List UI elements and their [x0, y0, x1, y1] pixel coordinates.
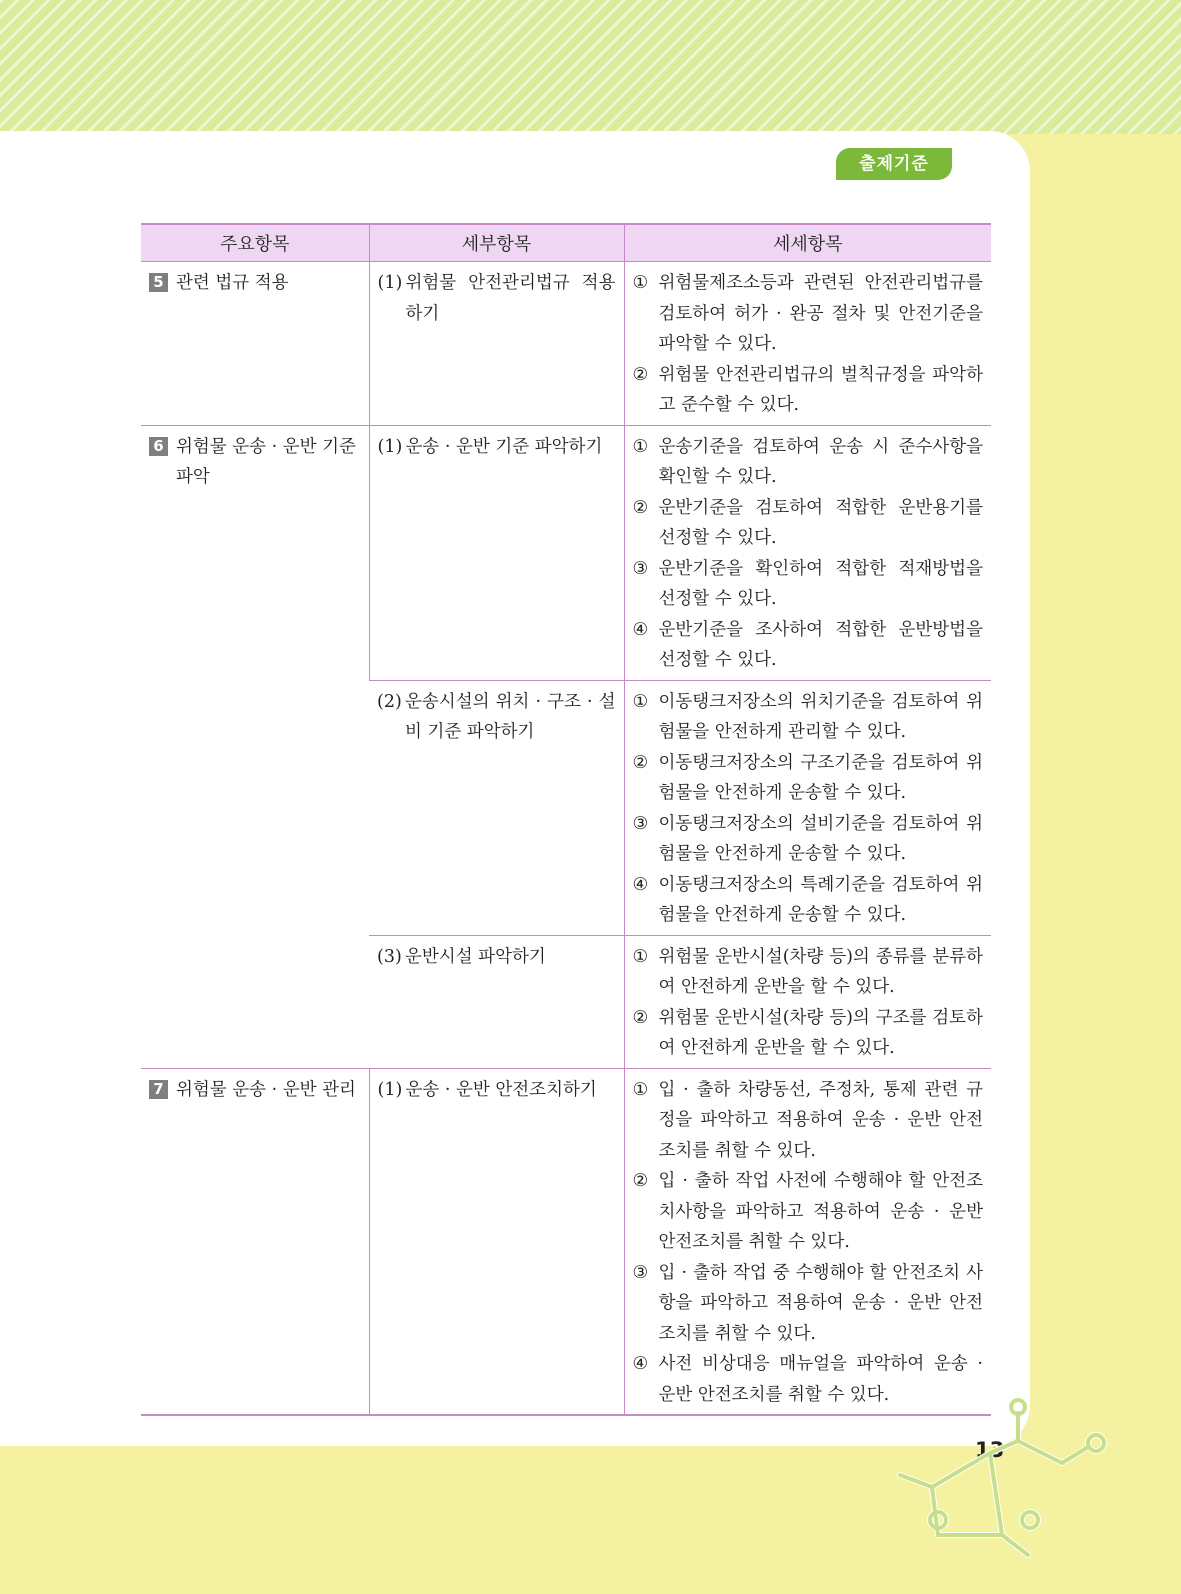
detail-item [633, 748, 984, 809]
detail-item-text: 이동탱크저장소의 설비기준을 검토하여 위험물을 안전하게 운송할 수 있다. [658, 813, 983, 864]
main-item-title: 관련 법규 적용 [176, 273, 289, 293]
main-item-title: 위험물 운송 · 운반 관리 [176, 1079, 356, 1100]
detail-item-mark: ③ [632, 813, 649, 834]
detail-item-mark: ② [632, 752, 649, 773]
detail-item [633, 1166, 984, 1258]
detail-item-text: 입 · 출하 차량동선, 주정차, 통제 관련 규정을 파악하고 적용하여 운송 · 운반 안전조치를 취할 수 있다. [658, 1079, 983, 1161]
sub-item-cell [369, 935, 624, 1068]
detail-item-mark: ② [632, 497, 649, 518]
main-item-number-badge: 5 [149, 273, 168, 292]
detail-item-text: 입 · 출하 작업 사전에 수행해야 할 안전조치사항을 파악하고 적용하여 운송 · 운반 안전조치를 취할 수 있다. [658, 1171, 983, 1252]
sub-item [378, 1075, 616, 1106]
detail-item-mark: ④ [632, 1354, 649, 1374]
detail-item-mark: ④ [632, 874, 649, 895]
main-item-cell [141, 1068, 369, 1415]
detail-item-mark: ② [632, 1007, 649, 1028]
detail-item [633, 432, 984, 493]
sub-item-mark: (1) [377, 273, 403, 293]
sub-item-text: 위험물 안전관리법규 적용하기 [405, 273, 616, 324]
sub-item-text: 운반시설 파악하기 [405, 946, 546, 967]
table-row [141, 425, 991, 680]
detail-item-text: 이동탱크저장소의 특례기준을 검토하여 위험물을 안전하게 운송할 수 있다. [658, 874, 983, 925]
exam-criteria-tab: 출제기준 [836, 148, 952, 180]
detail-item-text: 위험물제조소등과 관련된 안전관리법규를 검토하여 허가 · 완공 절차 및 안전기준을 파악할 수 있다. [658, 273, 983, 354]
sub-item-mark: (3) [377, 946, 402, 967]
criteria-table [141, 223, 991, 1416]
detail-item-mark: ① [632, 946, 649, 967]
detail-item-cell [624, 262, 991, 426]
detail-item-text: 위험물 운반시설(차량 등)의 구조를 검토하여 안전하게 운반을 할 수 있다. [658, 1007, 983, 1058]
detail-item [633, 687, 984, 748]
detail-item [633, 493, 984, 554]
sub-item [378, 268, 616, 329]
detail-item-cell [624, 1068, 991, 1415]
detail-item [633, 809, 984, 870]
detail-item-text: 이동탱크저장소의 구조기준을 검토하여 위험물을 안전하게 운송할 수 있다. [658, 752, 983, 803]
main-item [149, 268, 361, 299]
sub-item-cell [369, 680, 624, 935]
header-detail-item: 세세항목 [624, 224, 991, 262]
detail-item-mark: ③ [632, 558, 649, 579]
detail-item-mark: ② [632, 364, 649, 385]
sub-item-mark: (1) [377, 1079, 403, 1100]
header-row [141, 224, 991, 262]
sub-item [378, 432, 616, 463]
header-main-item: 주요항목 [141, 224, 369, 262]
sub-item [377, 942, 616, 973]
detail-item-mark: ① [632, 691, 649, 712]
sub-item-mark: (2) [377, 691, 402, 712]
detail-item-mark: ② [632, 1171, 649, 1191]
sub-item-text: 운송 · 운반 안전조치하기 [405, 1079, 597, 1100]
sub-item-text: 운송 · 운반 기준 파악하기 [405, 436, 603, 457]
detail-item-mark: ① [632, 1079, 649, 1100]
detail-item [633, 870, 984, 931]
main-item-number-badge: 7 [149, 1080, 168, 1099]
page-number: 13 [975, 1438, 1005, 1462]
table-row [141, 262, 991, 426]
detail-item [633, 615, 984, 676]
detail-item [633, 268, 984, 360]
detail-item-text: 입 · 출하 작업 중 수행해야 할 안전조치 사항을 파악하고 적용하여 운송 · 운반 안전조치를 취할 수 있다. [658, 1262, 983, 1344]
main-item [149, 432, 361, 493]
detail-item-text: 이동탱크저장소의 위치기준을 검토하여 위험물을 안전하게 관리할 수 있다. [658, 691, 983, 742]
molecule-decoration-icon [880, 1395, 1120, 1575]
detail-item-cell [624, 425, 991, 680]
detail-item-text: 위험물 운반시설(차량 등)의 종류를 분류하여 안전하게 운반을 할 수 있다. [658, 946, 983, 997]
detail-item [633, 554, 984, 615]
sub-item-cell [369, 425, 624, 680]
detail-item-cell [624, 935, 991, 1068]
main-item-number-badge: 6 [149, 437, 168, 456]
detail-item-mark: ④ [632, 619, 649, 640]
main-item-cell [141, 425, 369, 1068]
detail-item-mark: ① [632, 273, 649, 293]
detail-item [633, 360, 984, 421]
detail-item [633, 942, 984, 1003]
main-item-title: 위험물 운송 · 운반 기준 파악 [176, 436, 356, 487]
detail-item-cell [624, 680, 991, 935]
detail-item-mark: ③ [632, 1262, 649, 1283]
detail-item-text: 운반기준을 확인하여 적합한 적재방법을 선정할 수 있다. [658, 558, 983, 609]
striped-header-band [0, 0, 1181, 134]
detail-item [633, 1003, 984, 1064]
detail-item-text: 운반기준을 조사하여 적합한 운반방법을 선정할 수 있다. [658, 619, 983, 670]
header-sub-item: 세부항목 [369, 224, 624, 262]
sub-item [377, 687, 616, 748]
table-row [141, 1068, 991, 1415]
main-item [149, 1075, 361, 1106]
sub-item-text: 운송시설의 위치 · 구조 · 설비 기준 파악하기 [405, 691, 616, 742]
sub-item-cell [369, 262, 624, 426]
detail-item-text: 위험물 안전관리법규의 벌칙규정을 파악하고 준수할 수 있다. [658, 364, 983, 415]
detail-item [633, 1258, 984, 1350]
detail-item-mark: ① [632, 436, 649, 457]
detail-item [633, 1075, 984, 1167]
sub-item-cell [369, 1068, 624, 1415]
detail-item-text: 사전 비상대응 매뉴얼을 파악하여 운송 · 운반 안전조치를 취할 수 있다. [658, 1354, 983, 1405]
detail-item-text: 운송기준을 검토하여 운송 시 준수사항을 확인할 수 있다. [658, 436, 983, 487]
sub-item-mark: (1) [377, 436, 403, 457]
main-item-cell [141, 262, 369, 426]
detail-item-text: 운반기준을 검토하여 적합한 운반용기를 선정할 수 있다. [658, 497, 983, 548]
